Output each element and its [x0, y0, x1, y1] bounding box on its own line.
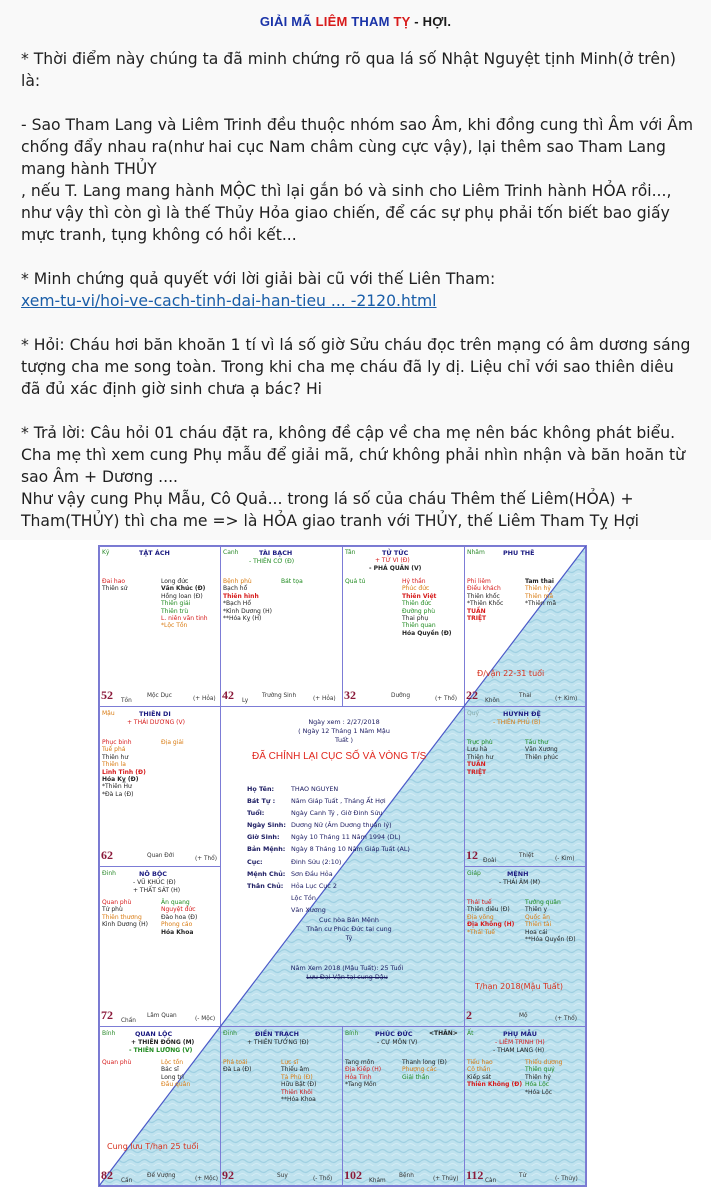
palace-name: ĐIỀN TRẠCH: [255, 1030, 299, 1038]
center-headline: ĐÃ CHỈNH LẠI CỤC SỐ VÀ VÒNG T/S: [252, 751, 427, 762]
tieu-han-note: T/hạn 2018(Mậu Tuất): [475, 982, 563, 991]
palace-name: PHÚC ĐỨC: [375, 1030, 413, 1038]
palace-name: TỬ TỨC: [382, 549, 409, 557]
birth-info-labels: Họ Tên: Bát Tự : Tuổi: Ngày Sinh: Giờ Sinh: Bản Mệnh: Cục: Mệnh Chủ: Thân Chủ:: [247, 785, 286, 890]
post-paragraph: * Minh chứng quả quyết với lời giải bài cũ với thế Liên Tham: xem-tu-vi/hoi-ve-cach-tinh-dai-han-tieu ... -2120.html: [21, 270, 496, 310]
palace-can: Kỷ: [102, 549, 110, 556]
stars-right: Long đức Văn Khúc (Đ) Hồng loan (Đ) Thiên giải Thiên trù L. niên văn tinh *Lộc Tồn: [161, 578, 208, 630]
palace-name: MỆNH: [507, 870, 529, 878]
post-title: GIẢI MÃ LIÊM THAM TỴ - HỢI.: [259, 14, 452, 29]
stars-left: Thái tuế Thiên diêu (Đ) Địa võng Địa Không (H) *Thái Tuế: [467, 899, 515, 936]
post-body: [21, 48, 697, 554]
birth-info-values: THAO NGUYEN Năm Giáp Tuất , Tháng Ất Hợi Ngày Canh Tý , Giờ Đinh Sửu Dương Nữ (Âm Dương thuận lý) Ngày 10 Tháng 11 Năm 1994 (DL) Ngày 8 Tháng 10 Năm Giáp Tuất (AL) Đinh Sửu (2:10) Sơn Đầu Hỏa Hỏa Lục Cục 2 Lộc Tồn Văn Xương: [291, 785, 410, 914]
palace-name: TẬT ÁCH: [139, 549, 170, 557]
stars-right: Tam thai Thiên hỷ Thiên mã *Thiên mã: [525, 578, 557, 608]
post-paragraph: * Trả lời: Câu hỏi 01 cháu đặt ra, không đề cập về cha mẹ nên bác không phát biểu. Cha mẹ thì xem cung Phụ mẫu để giải mã, chứ không phải nhìn nhận và băn hoăn từ sao Âm + Dương .... Như vậy cung Phụ Mẫu, Cô Quả... trong lá số của cháu Thêm thế Liêm(HỎA) + Tham(THỦY) thì cha me => là HỎA giao tranh với THỦY, thế Liêm Tham Tỵ Hợi: [21, 424, 685, 530]
palace-name: NÔ BỘC: [139, 870, 167, 878]
stars-left: Tang môn Địa Kiếp (H) Hỏa Tinh *Tang Môn: [345, 1059, 382, 1089]
stars-left: Bệnh phù Bạch hổ Thiên hình *Bạch Hổ *Kình Dương (H) **Hóa Kỵ (H): [223, 578, 272, 623]
palace-name: THIÊN DI: [139, 710, 171, 718]
stars-left: Đai hao Thiên sứ: [102, 578, 128, 593]
post-paragraph: * Thời điểm này chúng ta đã minh chứng rõ qua lá số Nhật Nguyệt tịnh Minh(ở trên) là:: [21, 50, 676, 90]
stars-left: Quan phù Tử phù Thiên thương Kình Dương (H): [102, 899, 148, 929]
luu-han-note: Cung lưu T/hạn 25 tuổi: [107, 1142, 199, 1151]
palace-name: PHU THÊ: [503, 549, 535, 557]
stars-left: Phục binh Tuế phá Thiên hư Thiên la Linh Tinh (Đ) Hóa Kỵ (Đ) *Thiên Hư *Đà La (Đ): [102, 739, 146, 798]
stars-right: Tấu thư Văn Xương Thiên phúc: [525, 739, 559, 761]
stars-left: Trực phù Lưu hà Thiên hư TUẦN TRIỆT: [467, 739, 494, 776]
astrology-chart: Kỷ TẬT ÁCH Đai hao Thiên sứ Long đức Văn Khúc (Đ) Hồng loan (Đ) Thiên giải Thiên trù L. niên văn tinh *Lộc Tồn 52 Tồn Mộc Dục (+ Hỏa) Canh TÀI BẠCH - THIÊN CƠ (Đ) Bệnh phù Bạch hổ Thiên hình *Bạch Hổ *Kình Dương (H) **Hóa Kỵ (H) Bát tọa 42 Ly Trường Sinh (+ Hỏa) Tân TỬ TỨC + TỬ VI (Đ) - PHÁ QUÂN (V) Quả tú Hỷ thần Phúc đức Thiên Việt Thiên đức Đường phù Thai phụ Thiên quan Hóa Quyền (Đ) 32 Dưỡng (+ Thổ) Nhâm PHU THÊ Phi liêm Điếu khách Thiên khốc *Thiên Khốc TUẦN TRIỆT Tam thai Thiên hỷ Thiên mã *Thiên mã Đ/vận 22-31 tuổi 22 Khôn Thai (+ Kim) Mậu THIÊN DI + THÁI DƯƠNG (V) Phục binh Tuế phá Thiên hư Thiên la Linh Tinh (Đ) Hóa Kỵ (Đ) *Thiên Hư *Đà La (Đ) Địa giải 62 Quan Đới (+ Thổ) Quý HUYNH ĐỆ - THIÊN PHỦ (B) Trực phù Lưu hà Thiên hư TUẦN TRIỆT Tấu thư Văn Xương Thiên phúc 12 Đoài Thiệt (- Kim) Ngày xem : 2/27/2018 ( Ngày 12 Tháng 1 Năm Mậu Tuất ) ĐÃ CHỈNH LẠI CỤC SỐ VÀ VÒNG T/S Họ Tên: Bát Tự : Tuổi: Ngày Sinh: Giờ Sinh: Bản Mệnh: Cục: Mệnh Chủ: Thân Chủ: THAO NGUYEN Năm Giáp Tuất , Tháng Ất Hợi Ngày Canh Tý , Giờ Đinh Sửu Dương Nữ (Âm Dương thuận lý) Ngày 10 Tháng 11 Năm 1994 (DL) Ngày 8 Tháng 10 Năm Giáp Tuất (AL) Đinh Sửu (2:10) Sơn Đầu Hỏa Hỏa Lục Cục 2 Lộc Tồn Văn Xương Cục hòa Bản Mệnh Thân cư Phúc Đức tại cung Tý Năm Xem 2018 (Mậu Tuất): 25 Tuổi Lưu Đại Vận tại cung Dậu Đinh NÔ BỘC - VŨ KHÚC (Đ) + THẤT SÁT (H) Quan phù Tử phù Thiên thương Kình Dương (H) Ân quang Nguyệt đức Đào hoa (Đ) Phong cáo Hóa Khoa 72 Chấn Lâm Quan (- Mộc) Giáp MỆNH - THÁI ÂM (M) Thái tuế Thiên diêu (Đ) Địa võng Địa Không (H) *Thái Tuế Tướng quân Thiên y Quốc ấn Thiên tài Hoa cái **Hóa Quyền (Đ) T/hạn 2018(Mậu Tuất) 2 Mộ (+ Thổ) Bính QUAN LỘC + THIÊN ĐỒNG (M) - THIÊN LƯƠNG (V) Quan phù Lộc tồn Bác sĩ Long trì Đầu quân Cung lưu T/hạn 25 tuổi 82 Cấn Đế Vượng (+ Mộc) Đinh ĐIỀN TRẠCH + THIÊN TƯỚNG (Đ) Phá toái Đà La (Đ) Lực sĩ Thiếu âm Tả Phù (Đ) Hữu Bật (Đ) Thiên Khôi **Hóa Khoa 92 Suy (- Thổ) Bính PHÚC ĐỨC <THÂN> - CỰ MÔN (V) Tang môn Địa Kiếp (H) Hỏa Tinh *Tang Môn Thanh long (Đ) Phượng các Giải thần 102 Khảm Bệnh (+ Thủy) Ất PHỤ MẪU - LIÊM TRINH (H) - THAM LANG (H) Tiểu hao Cô thần Kiếp sát Thiên Không (Đ) Thiếu dương Thiên quý Thiên hỷ Hóa Lộc *Hóa Lộc 112 Càn Tử (- Thủy): [98, 545, 587, 1187]
palace-name: TÀI BẠCH: [259, 549, 293, 557]
stars-left: Phá toái Đà La (Đ): [223, 1059, 252, 1074]
center-extra: Cục hòa Bản Mệnh Thân cư Phúc Đức tại cung Tý: [306, 916, 392, 942]
palace-name: HUYNH ĐỆ: [503, 710, 541, 718]
view-date: Ngày xem : 2/27/2018 ( Ngày 12 Tháng 1 Năm Mậu Tuất ): [298, 718, 390, 744]
stars-right: Thanh long (Đ) Phượng các Giải thần: [402, 1059, 447, 1081]
palace-name: PHỤ MẪU: [503, 1030, 537, 1038]
palace-number: 52: [101, 688, 113, 702]
stars-right: Lộc tồn Bác sĩ Long trì Đầu quân: [161, 1059, 191, 1089]
post-paragraph: * Hỏi: Cháu hơi băn khoăn 1 tí vì lá số giờ Sửu cháu đọc trên mạng có âm dương sáng tượng cha me song toàn. Trong khi cha mẹ cháu đã ly dị. Liệu chỉ với sao thiên diêu đã đủ xác định giờ sinh chưa ạ bác? Hi: [21, 336, 691, 398]
post-paragraph: - Sao Tham Lang và Liêm Trinh đều thuộc nhóm sao Âm, khi đồng cung thì Âm với Âm chống đẩy nhau ra(như hai cục Nam châm cùng cực vậy), lại thêm sao Tham Lang mang hành THỦY , nếu T. Lang mang hành MỘC thì lại gắn bó và sinh cho Liêm Trinh hành HỎA rồi..., như vậy thì còn gì là thế Thủy Hỏa giao chiến, để các sự phụ phải tốn biết bao giấy mực tranh, tụng không có hồi kết...: [21, 116, 694, 244]
stars-right: Lực sĩ Thiếu âm Tả Phù (Đ) Hữu Bật (Đ) Thiên Khôi **Hóa Khoa: [281, 1059, 317, 1104]
stars-right: Hỷ thần Phúc đức Thiên Việt Thiên đức Đường phù Thai phụ Thiên quan Hóa Quyền (Đ): [402, 578, 452, 637]
forum-post: [0, 0, 711, 540]
stars-right: Thiếu dương Thiên quý Thiên hỷ Hóa Lộc *Hóa Lộc: [525, 1059, 563, 1096]
stars-left: Tiểu hao Cô thần Kiếp sát Thiên Không (Đ): [467, 1059, 523, 1089]
year-info: Năm Xem 2018 (Mậu Tuất): 25 Tuổi Lưu Đại Vận tại cung Dậu: [290, 964, 404, 981]
palace-name: QUAN LỘC: [135, 1030, 173, 1038]
stars-right: Tướng quân Thiên y Quốc ấn Thiên tài Hoa cái **Hóa Quyền (Đ): [525, 899, 576, 944]
stars-right: Ân quang Nguyệt đức Đào hoa (Đ) Phong cáo Hóa Khoa: [161, 899, 198, 936]
reference-link[interactable]: xem-tu-vi/hoi-ve-cach-tinh-dai-han-tieu ... -2120.html: [21, 292, 437, 310]
dai-van-note: Đ/vận 22-31 tuổi: [477, 669, 545, 678]
stars-left: Phi liêm Điếu khách Thiên khốc *Thiên Khốc TUẦN TRIỆT: [467, 578, 504, 623]
